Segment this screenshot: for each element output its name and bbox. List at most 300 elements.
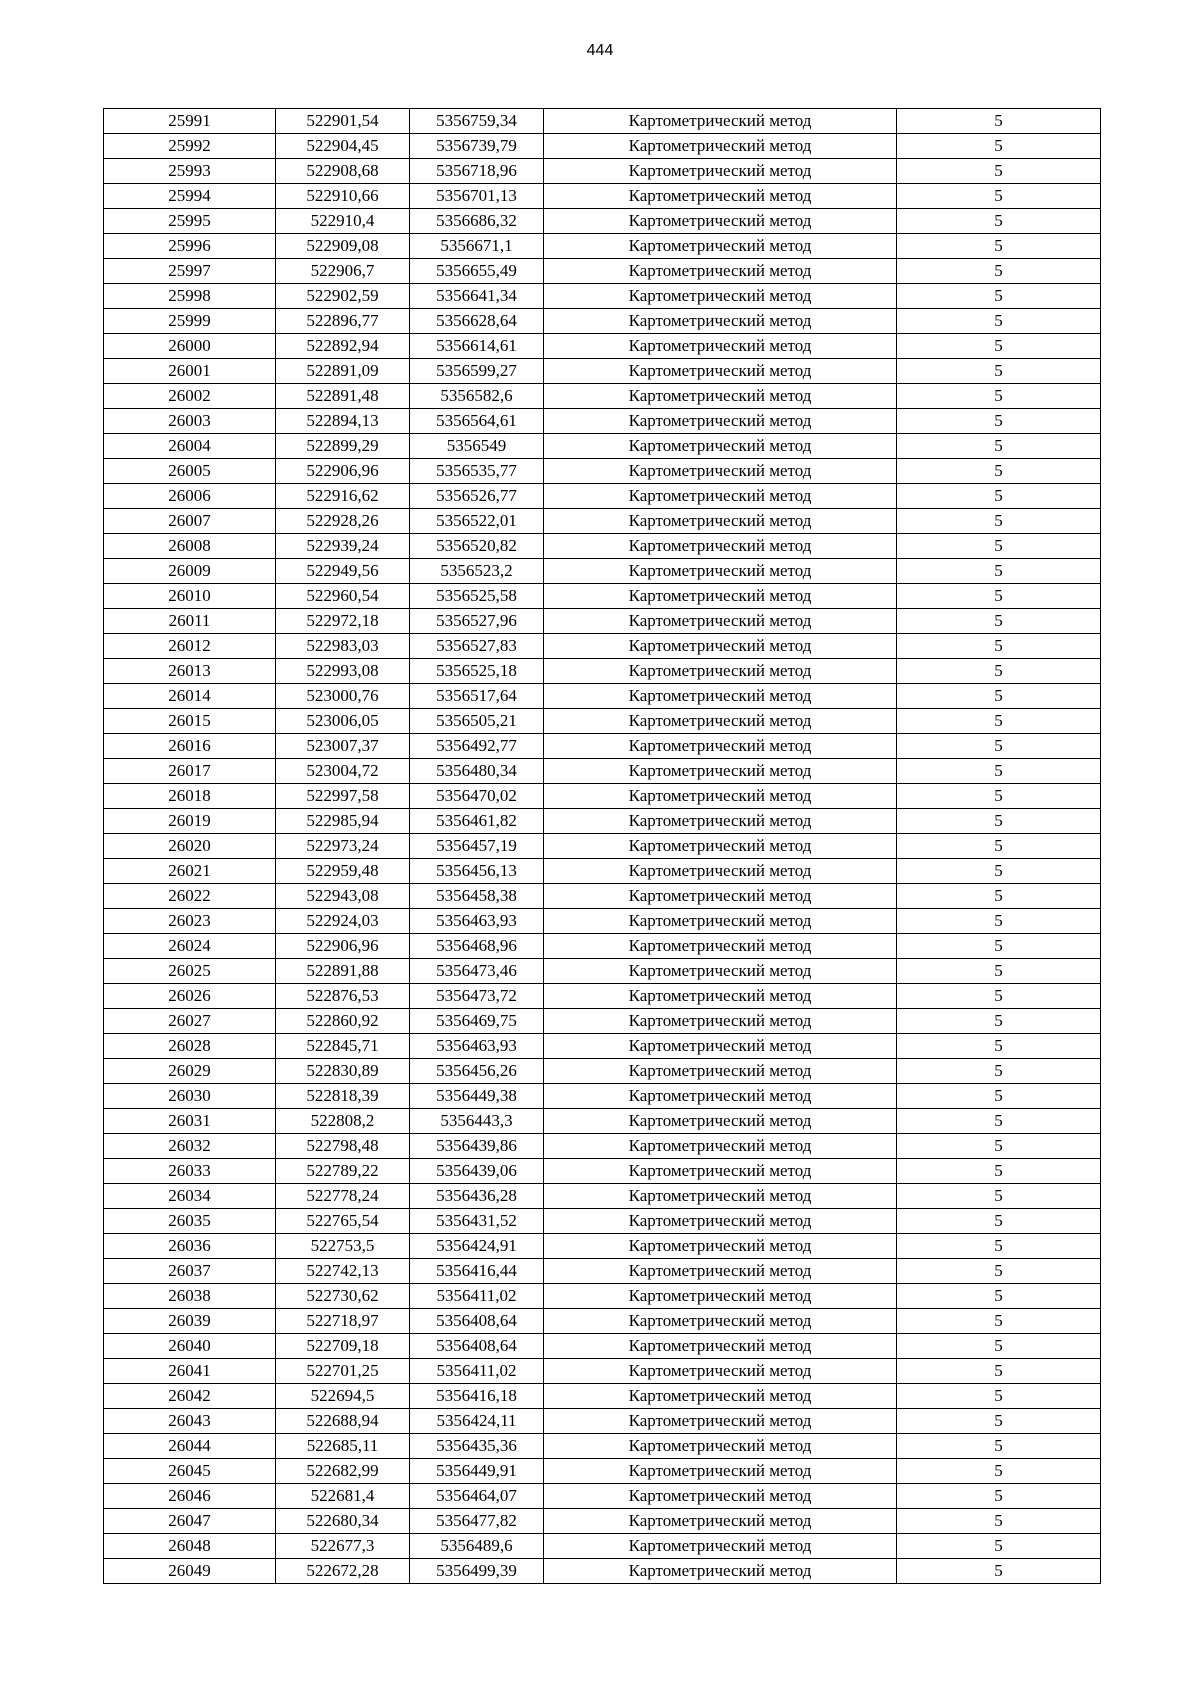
table-row [104, 1159, 1101, 1184]
x-coordinate-cell: 522901,54 [276, 109, 410, 134]
method-cell: Картометрический метод [544, 534, 897, 559]
x-coordinate-cell: 522910,4 [276, 209, 410, 234]
x-coordinate-cell: 522677,3 [276, 1534, 410, 1559]
method-cell: Картометрический метод [544, 784, 897, 809]
point-number-cell: 26034 [104, 1184, 276, 1209]
x-coordinate-cell: 522701,25 [276, 1359, 410, 1384]
x-coordinate-cell: 523004,72 [276, 759, 410, 784]
accuracy-cell: 5 [897, 934, 1101, 959]
table-row [104, 1259, 1101, 1284]
method-cell: Картометрический метод [544, 1509, 897, 1534]
y-coordinate-cell: 5356582,6 [410, 384, 544, 409]
method-cell: Картометрический метод [544, 1384, 897, 1409]
x-coordinate-cell: 522680,34 [276, 1509, 410, 1534]
method-cell: Картометрический метод [544, 1109, 897, 1134]
y-coordinate-cell: 5356655,49 [410, 259, 544, 284]
y-coordinate-cell: 5356456,13 [410, 859, 544, 884]
accuracy-cell: 5 [897, 784, 1101, 809]
x-coordinate-cell: 522973,24 [276, 834, 410, 859]
table-row [104, 634, 1101, 659]
x-coordinate-cell: 522916,62 [276, 484, 410, 509]
accuracy-cell: 5 [897, 1009, 1101, 1034]
x-coordinate-cell: 522685,11 [276, 1434, 410, 1459]
x-coordinate-cell: 522997,58 [276, 784, 410, 809]
method-cell: Картометрический метод [544, 1159, 897, 1184]
accuracy-cell: 5 [897, 1334, 1101, 1359]
point-number-cell: 25994 [104, 184, 276, 209]
point-number-cell: 26033 [104, 1159, 276, 1184]
y-coordinate-cell: 5356431,52 [410, 1209, 544, 1234]
y-coordinate-cell: 5356416,18 [410, 1384, 544, 1409]
point-number-cell: 26004 [104, 434, 276, 459]
table-row [104, 584, 1101, 609]
point-number-cell: 26040 [104, 1334, 276, 1359]
accuracy-cell: 5 [897, 309, 1101, 334]
x-coordinate-cell: 522753,5 [276, 1234, 410, 1259]
table-row [104, 209, 1101, 234]
table-row [104, 809, 1101, 834]
method-cell: Картометрический метод [544, 309, 897, 334]
point-number-cell: 26015 [104, 709, 276, 734]
x-coordinate-cell: 522688,94 [276, 1409, 410, 1434]
method-cell: Картометрический метод [544, 1084, 897, 1109]
table-row [104, 1484, 1101, 1509]
y-coordinate-cell: 5356449,38 [410, 1084, 544, 1109]
x-coordinate-cell: 522891,09 [276, 359, 410, 384]
x-coordinate-cell: 522906,96 [276, 934, 410, 959]
y-coordinate-cell: 5356443,3 [410, 1109, 544, 1134]
x-coordinate-cell: 522908,68 [276, 159, 410, 184]
point-number-cell: 26030 [104, 1084, 276, 1109]
y-coordinate-cell: 5356718,96 [410, 159, 544, 184]
point-number-cell: 25999 [104, 309, 276, 334]
point-number-cell: 26045 [104, 1459, 276, 1484]
point-number-cell: 25995 [104, 209, 276, 234]
point-number-cell: 26010 [104, 584, 276, 609]
method-cell: Картометрический метод [544, 1309, 897, 1334]
point-number-cell: 26049 [104, 1559, 276, 1584]
y-coordinate-cell: 5356464,07 [410, 1484, 544, 1509]
table-row [104, 484, 1101, 509]
point-number-cell: 25992 [104, 134, 276, 159]
y-coordinate-cell: 5356468,96 [410, 934, 544, 959]
y-coordinate-cell: 5356499,39 [410, 1559, 544, 1584]
method-cell: Картометрический метод [544, 584, 897, 609]
method-cell: Картометрический метод [544, 559, 897, 584]
point-number-cell: 26011 [104, 609, 276, 634]
accuracy-cell: 5 [897, 1184, 1101, 1209]
y-coordinate-cell: 5356505,21 [410, 709, 544, 734]
y-coordinate-cell: 5356549 [410, 434, 544, 459]
method-cell: Картометрический метод [544, 834, 897, 859]
accuracy-cell: 5 [897, 1409, 1101, 1434]
x-coordinate-cell: 522949,56 [276, 559, 410, 584]
table-row [104, 709, 1101, 734]
table-row [104, 1409, 1101, 1434]
y-coordinate-cell: 5356439,86 [410, 1134, 544, 1159]
method-cell: Картометрический метод [544, 134, 897, 159]
y-coordinate-cell: 5356527,96 [410, 609, 544, 634]
accuracy-cell: 5 [897, 1109, 1101, 1134]
accuracy-cell: 5 [897, 1459, 1101, 1484]
y-coordinate-cell: 5356614,61 [410, 334, 544, 359]
method-cell: Картометрический метод [544, 984, 897, 1009]
x-coordinate-cell: 522742,13 [276, 1259, 410, 1284]
point-number-cell: 26042 [104, 1384, 276, 1409]
method-cell: Картометрический метод [544, 759, 897, 784]
y-coordinate-cell: 5356599,27 [410, 359, 544, 384]
accuracy-cell: 5 [897, 634, 1101, 659]
method-cell: Картометрический метод [544, 1209, 897, 1234]
x-coordinate-cell: 522672,28 [276, 1559, 410, 1584]
accuracy-cell: 5 [897, 709, 1101, 734]
x-coordinate-cell: 522904,45 [276, 134, 410, 159]
y-coordinate-cell: 5356411,02 [410, 1359, 544, 1384]
accuracy-cell: 5 [897, 459, 1101, 484]
accuracy-cell: 5 [897, 959, 1101, 984]
method-cell: Картометрический метод [544, 1059, 897, 1084]
accuracy-cell: 5 [897, 1259, 1101, 1284]
method-cell: Картометрический метод [544, 359, 897, 384]
point-number-cell: 26031 [104, 1109, 276, 1134]
x-coordinate-cell: 522891,88 [276, 959, 410, 984]
accuracy-cell: 5 [897, 434, 1101, 459]
y-coordinate-cell: 5356525,58 [410, 584, 544, 609]
x-coordinate-cell: 522830,89 [276, 1059, 410, 1084]
y-coordinate-cell: 5356525,18 [410, 659, 544, 684]
y-coordinate-cell: 5356492,77 [410, 734, 544, 759]
point-number-cell: 26039 [104, 1309, 276, 1334]
x-coordinate-cell: 522985,94 [276, 809, 410, 834]
table-row [104, 309, 1101, 334]
x-coordinate-cell: 522891,48 [276, 384, 410, 409]
y-coordinate-cell: 5356759,34 [410, 109, 544, 134]
page-number: 444 [586, 42, 614, 59]
point-number-cell: 26014 [104, 684, 276, 709]
method-cell: Картометрический метод [544, 1409, 897, 1434]
table-row [104, 384, 1101, 409]
table-row [104, 959, 1101, 984]
x-coordinate-cell: 522892,94 [276, 334, 410, 359]
x-coordinate-cell: 522896,77 [276, 309, 410, 334]
accuracy-cell: 5 [897, 484, 1101, 509]
point-number-cell: 25998 [104, 284, 276, 309]
method-cell: Картометрический метод [544, 509, 897, 534]
table-row [104, 1309, 1101, 1334]
accuracy-cell: 5 [897, 909, 1101, 934]
table-row [104, 934, 1101, 959]
point-number-cell: 26008 [104, 534, 276, 559]
y-coordinate-cell: 5356456,26 [410, 1059, 544, 1084]
y-coordinate-cell: 5356436,28 [410, 1184, 544, 1209]
point-number-cell: 25991 [104, 109, 276, 134]
table-row [104, 1034, 1101, 1059]
y-coordinate-cell: 5356416,44 [410, 1259, 544, 1284]
accuracy-cell: 5 [897, 534, 1101, 559]
y-coordinate-cell: 5356473,46 [410, 959, 544, 984]
point-number-cell: 26036 [104, 1234, 276, 1259]
y-coordinate-cell: 5356470,02 [410, 784, 544, 809]
y-coordinate-cell: 5356628,64 [410, 309, 544, 334]
method-cell: Картометрический метод [544, 709, 897, 734]
accuracy-cell: 5 [897, 609, 1101, 634]
accuracy-cell: 5 [897, 1309, 1101, 1334]
y-coordinate-cell: 5356523,2 [410, 559, 544, 584]
y-coordinate-cell: 5356463,93 [410, 909, 544, 934]
point-number-cell: 26025 [104, 959, 276, 984]
table-row [104, 159, 1101, 184]
accuracy-cell: 5 [897, 559, 1101, 584]
x-coordinate-cell: 522906,96 [276, 459, 410, 484]
x-coordinate-cell: 522943,08 [276, 884, 410, 909]
table-row [104, 1509, 1101, 1534]
y-coordinate-cell: 5356411,02 [410, 1284, 544, 1309]
table-row [104, 1234, 1101, 1259]
y-coordinate-cell: 5356457,19 [410, 834, 544, 859]
x-coordinate-cell: 522939,24 [276, 534, 410, 559]
y-coordinate-cell: 5356424,91 [410, 1234, 544, 1259]
table-row [104, 834, 1101, 859]
accuracy-cell: 5 [897, 1384, 1101, 1409]
point-number-cell: 25993 [104, 159, 276, 184]
x-coordinate-cell: 522818,39 [276, 1084, 410, 1109]
table-row [104, 884, 1101, 909]
y-coordinate-cell: 5356686,32 [410, 209, 544, 234]
x-coordinate-cell: 523000,76 [276, 684, 410, 709]
coordinates-table [103, 108, 1101, 1584]
accuracy-cell: 5 [897, 684, 1101, 709]
x-coordinate-cell: 522709,18 [276, 1334, 410, 1359]
table-row [104, 1359, 1101, 1384]
table-row [104, 1134, 1101, 1159]
accuracy-cell: 5 [897, 234, 1101, 259]
y-coordinate-cell: 5356408,64 [410, 1334, 544, 1359]
method-cell: Картометрический метод [544, 459, 897, 484]
y-coordinate-cell: 5356473,72 [410, 984, 544, 1009]
method-cell: Картометрический метод [544, 409, 897, 434]
method-cell: Картометрический метод [544, 909, 897, 934]
table-row [104, 284, 1101, 309]
accuracy-cell: 5 [897, 359, 1101, 384]
method-cell: Картометрический метод [544, 859, 897, 884]
y-coordinate-cell: 5356480,34 [410, 759, 544, 784]
table-row [104, 1559, 1101, 1584]
y-coordinate-cell: 5356463,93 [410, 1034, 544, 1059]
y-coordinate-cell: 5356701,13 [410, 184, 544, 209]
y-coordinate-cell: 5356408,64 [410, 1309, 544, 1334]
accuracy-cell: 5 [897, 509, 1101, 534]
point-number-cell: 26048 [104, 1534, 276, 1559]
method-cell: Картометрический метод [544, 634, 897, 659]
point-number-cell: 26007 [104, 509, 276, 534]
method-cell: Картометрический метод [544, 1284, 897, 1309]
accuracy-cell: 5 [897, 734, 1101, 759]
x-coordinate-cell: 522808,2 [276, 1109, 410, 1134]
accuracy-cell: 5 [897, 209, 1101, 234]
table-row [104, 1109, 1101, 1134]
point-number-cell: 26038 [104, 1284, 276, 1309]
table-row [104, 334, 1101, 359]
accuracy-cell: 5 [897, 859, 1101, 884]
accuracy-cell: 5 [897, 659, 1101, 684]
method-cell: Картометрический метод [544, 659, 897, 684]
x-coordinate-cell: 522894,13 [276, 409, 410, 434]
method-cell: Картометрический метод [544, 684, 897, 709]
x-coordinate-cell: 522902,59 [276, 284, 410, 309]
y-coordinate-cell: 5356671,1 [410, 234, 544, 259]
method-cell: Картометрический метод [544, 209, 897, 234]
accuracy-cell: 5 [897, 1059, 1101, 1084]
accuracy-cell: 5 [897, 259, 1101, 284]
method-cell: Картометрический метод [544, 959, 897, 984]
accuracy-cell: 5 [897, 1209, 1101, 1234]
y-coordinate-cell: 5356458,38 [410, 884, 544, 909]
x-coordinate-cell: 522909,08 [276, 234, 410, 259]
y-coordinate-cell: 5356527,83 [410, 634, 544, 659]
y-coordinate-cell: 5356739,79 [410, 134, 544, 159]
method-cell: Картометрический метод [544, 1034, 897, 1059]
table-row [104, 1284, 1101, 1309]
table-row [104, 734, 1101, 759]
accuracy-cell: 5 [897, 1234, 1101, 1259]
method-cell: Картометрический метод [544, 1334, 897, 1359]
method-cell: Картометрический метод [544, 1134, 897, 1159]
point-number-cell: 26026 [104, 984, 276, 1009]
y-coordinate-cell: 5356449,91 [410, 1459, 544, 1484]
method-cell: Картометрический метод [544, 434, 897, 459]
accuracy-cell: 5 [897, 409, 1101, 434]
accuracy-cell: 5 [897, 1084, 1101, 1109]
table-row [104, 1084, 1101, 1109]
method-cell: Картометрический метод [544, 259, 897, 284]
x-coordinate-cell: 522910,66 [276, 184, 410, 209]
table-row [104, 684, 1101, 709]
accuracy-cell: 5 [897, 759, 1101, 784]
accuracy-cell: 5 [897, 1509, 1101, 1534]
point-number-cell: 26009 [104, 559, 276, 584]
table-row [104, 1184, 1101, 1209]
point-number-cell: 26041 [104, 1359, 276, 1384]
method-cell: Картометрический метод [544, 809, 897, 834]
y-coordinate-cell: 5356477,82 [410, 1509, 544, 1534]
x-coordinate-cell: 523006,05 [276, 709, 410, 734]
x-coordinate-cell: 522730,62 [276, 1284, 410, 1309]
y-coordinate-cell: 5356526,77 [410, 484, 544, 509]
y-coordinate-cell: 5356564,61 [410, 409, 544, 434]
x-coordinate-cell: 522924,03 [276, 909, 410, 934]
table-body [104, 109, 1101, 1584]
method-cell: Картометрический метод [544, 1459, 897, 1484]
point-number-cell: 26012 [104, 634, 276, 659]
y-coordinate-cell: 5356489,6 [410, 1534, 544, 1559]
x-coordinate-cell: 522899,29 [276, 434, 410, 459]
point-number-cell: 25997 [104, 259, 276, 284]
accuracy-cell: 5 [897, 184, 1101, 209]
x-coordinate-cell: 522778,24 [276, 1184, 410, 1209]
point-number-cell: 26000 [104, 334, 276, 359]
point-number-cell: 26018 [104, 784, 276, 809]
point-number-cell: 26047 [104, 1509, 276, 1534]
y-coordinate-cell: 5356461,82 [410, 809, 544, 834]
table-row [104, 609, 1101, 634]
point-number-cell: 26037 [104, 1259, 276, 1284]
y-coordinate-cell: 5356435,36 [410, 1434, 544, 1459]
accuracy-cell: 5 [897, 834, 1101, 859]
method-cell: Картометрический метод [544, 1534, 897, 1559]
point-number-cell: 26027 [104, 1009, 276, 1034]
table-row [104, 434, 1101, 459]
x-coordinate-cell: 522681,4 [276, 1484, 410, 1509]
accuracy-cell: 5 [897, 134, 1101, 159]
y-coordinate-cell: 5356439,06 [410, 1159, 544, 1184]
method-cell: Картометрический метод [544, 1484, 897, 1509]
accuracy-cell: 5 [897, 1359, 1101, 1384]
point-number-cell: 26005 [104, 459, 276, 484]
point-number-cell: 26001 [104, 359, 276, 384]
point-number-cell: 26029 [104, 1059, 276, 1084]
table-row [104, 109, 1101, 134]
point-number-cell: 26028 [104, 1034, 276, 1059]
table-row [104, 534, 1101, 559]
point-number-cell: 26006 [104, 484, 276, 509]
table-row [104, 1009, 1101, 1034]
accuracy-cell: 5 [897, 1034, 1101, 1059]
table-row [104, 1534, 1101, 1559]
accuracy-cell: 5 [897, 809, 1101, 834]
table-row [104, 1209, 1101, 1234]
table-row [104, 984, 1101, 1009]
x-coordinate-cell: 523007,37 [276, 734, 410, 759]
accuracy-cell: 5 [897, 284, 1101, 309]
method-cell: Картометрический метод [544, 234, 897, 259]
accuracy-cell: 5 [897, 384, 1101, 409]
x-coordinate-cell: 522972,18 [276, 609, 410, 634]
point-number-cell: 26043 [104, 1409, 276, 1434]
point-number-cell: 26032 [104, 1134, 276, 1159]
y-coordinate-cell: 5356520,82 [410, 534, 544, 559]
point-number-cell: 26044 [104, 1434, 276, 1459]
x-coordinate-cell: 522682,99 [276, 1459, 410, 1484]
x-coordinate-cell: 522876,53 [276, 984, 410, 1009]
accuracy-cell: 5 [897, 1159, 1101, 1184]
x-coordinate-cell: 522959,48 [276, 859, 410, 884]
x-coordinate-cell: 522694,5 [276, 1384, 410, 1409]
x-coordinate-cell: 522960,54 [276, 584, 410, 609]
accuracy-cell: 5 [897, 1284, 1101, 1309]
table-row [104, 459, 1101, 484]
x-coordinate-cell: 522906,7 [276, 259, 410, 284]
x-coordinate-cell: 522798,48 [276, 1134, 410, 1159]
accuracy-cell: 5 [897, 984, 1101, 1009]
table-row [104, 134, 1101, 159]
table-row [104, 909, 1101, 934]
point-number-cell: 26046 [104, 1484, 276, 1509]
point-number-cell: 26035 [104, 1209, 276, 1234]
table-row [104, 359, 1101, 384]
table-row [104, 659, 1101, 684]
table-row [104, 1334, 1101, 1359]
accuracy-cell: 5 [897, 1534, 1101, 1559]
x-coordinate-cell: 522718,97 [276, 1309, 410, 1334]
point-number-cell: 26003 [104, 409, 276, 434]
method-cell: Картометрический метод [544, 884, 897, 909]
x-coordinate-cell: 522928,26 [276, 509, 410, 534]
method-cell: Картометрический метод [544, 1259, 897, 1284]
x-coordinate-cell: 522789,22 [276, 1159, 410, 1184]
point-number-cell: 26016 [104, 734, 276, 759]
table-row [104, 784, 1101, 809]
accuracy-cell: 5 [897, 334, 1101, 359]
